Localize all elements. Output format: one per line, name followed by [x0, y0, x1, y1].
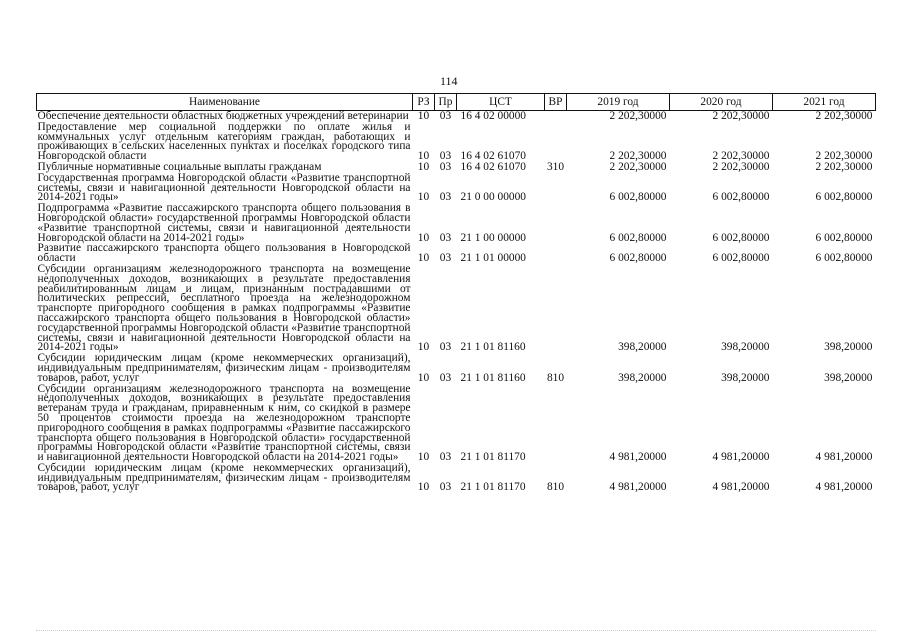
row-cst: 21 1 01 00000	[460, 252, 526, 265]
row-rz: 10	[417, 371, 430, 384]
table-row	[37, 173, 876, 203]
row-pr: 03	[439, 110, 452, 122]
row-vr: 810	[546, 371, 565, 384]
row-name: Публичные нормативные социальные выплаты гражданам	[37, 160, 322, 173]
row-pr: 03	[439, 371, 452, 384]
row-rz: 10	[417, 150, 430, 163]
row-value-2020: 6 002,80000	[712, 191, 770, 204]
row-value-2020: 398,20000	[721, 371, 770, 384]
row-pr: 03	[439, 231, 452, 244]
row-vr: 310	[546, 160, 565, 173]
row-value-2019: 2 202,30000	[609, 150, 667, 163]
row-value-2021: 2 202,30000	[815, 110, 873, 122]
row-rz: 10	[417, 231, 430, 244]
row-vr	[545, 384, 567, 463]
budget-table	[36, 93, 876, 493]
row-vr	[545, 264, 567, 353]
row-name: Государственная программа Новгородской области «Развитие транспортной системы, связи и навигационной деятельности Новгородской области на 2014-2021 годы»	[37, 171, 411, 204]
row-value-2021: 2 202,30000	[815, 150, 873, 163]
header-rz: РЗ	[413, 94, 435, 111]
row-rz: 10	[417, 160, 430, 173]
header-2019: 2019 год	[567, 94, 670, 111]
row-pr: 03	[439, 191, 452, 204]
row-cst: 16 4 02 61070	[460, 160, 526, 173]
row-value-2020: 2 202,30000	[712, 150, 770, 163]
row-pr: 03	[439, 160, 452, 173]
row-value-2020: 6 002,80000	[712, 252, 770, 265]
row-name: Предоставление мер социальной поддержки по оплате жилья и коммунальных услуг отдельным категориям граждан, работающих и проживающих в сельских населенных пунктах и поселках городского типа Новгородской области	[37, 120, 411, 163]
row-pr: 03	[439, 481, 452, 494]
row-cst: 21 1 01 81170	[460, 451, 526, 464]
table-header-row	[37, 94, 876, 111]
header-cst: ЦСТ	[457, 94, 545, 111]
row-vr: 810	[546, 481, 565, 494]
row-value-2020: 4 981,20000	[712, 451, 770, 464]
scan-artifact-line	[36, 630, 876, 632]
row-value-2019: 6 002,80000	[609, 191, 667, 204]
row-name: Субсидии юридическим лицам (кроме некоммерческих организаций), индивидуальным предпринимателям, физическим лицам - производителям товаров, работ, услуг	[37, 461, 411, 494]
row-name: Субсидии организациям железнодорожного транспорта на возмещение недополученных доходов, возникающих в результате предоставления ветеранам труда и гражданам, приравненным к ним, со скидкой в размере 50 процентов стоимости проезда на железнодорожном транспорте пригородного сообщения в рамках подпрограммы «Развитие пассажирского транспорта общего пользования в Новгородской области» государственной программы Новгородской области «Развитие транспортной системы, связи и навигационной деятельности Новгородской области на 2014-2021 годы»	[37, 382, 411, 464]
row-value-2021: 6 002,80000	[815, 231, 873, 244]
table-row	[37, 463, 876, 493]
row-value-2019: 2 202,30000	[609, 160, 667, 173]
row-value-2021: 6 002,80000	[815, 191, 873, 204]
table-row	[37, 353, 876, 383]
row-cst: 16 4 02 61070	[460, 150, 526, 163]
row-pr: 03	[439, 341, 452, 354]
row-pr: 03	[439, 252, 452, 265]
row-cst: 16 4 02 00000	[460, 110, 526, 122]
row-cst: 21 1 01 81170	[460, 481, 526, 494]
row-value-2019: 4 981,20000	[609, 481, 667, 494]
row-cst: 21 1 01 81160	[460, 371, 526, 384]
row-value-2019: 6 002,80000	[609, 231, 667, 244]
row-name: Развитие пассажирского транспорта общего пользования в Новгородской области	[37, 242, 411, 265]
table-row	[37, 384, 876, 463]
row-value-2019: 4 981,20000	[609, 451, 667, 464]
row-value-2019: 6 002,80000	[609, 252, 667, 265]
row-name: Субсидии организациям железнодорожного транспорта на возмещение недополученных доходов, возникающих в результате предоставления реабилитированным лицам и лицам, признанным пострадавшими от политических репрессий, бесплатного проезда на железнодорожном транспорте пригородного сообщения в рамках подпрограммы «Развитие пассажирского транспорта общего пользования в Новгородской области» государственной программы Новгородской области «Развитие транспортной системы, связи и навигационной деятельности Новгородской области на 2014-2021 годы»	[37, 262, 411, 354]
row-value-2021: 398,20000	[824, 371, 873, 384]
row-value-2020: 2 202,30000	[712, 160, 770, 173]
row-name: Обеспечение деятельности областных бюджетных учреждений ветеринарии	[37, 110, 409, 122]
row-value-2021: 4 981,20000	[815, 451, 873, 464]
header-pr: Пр	[435, 94, 457, 111]
row-rz: 10	[417, 110, 430, 122]
table-row	[37, 203, 876, 243]
table-row	[37, 243, 876, 264]
row-vr	[545, 203, 567, 243]
row-value-2020: 398,20000	[721, 341, 770, 354]
row-rz: 10	[417, 481, 430, 494]
row-vr	[545, 122, 567, 162]
row-rz: 10	[417, 252, 430, 265]
row-value-2020: 2 202,30000	[712, 110, 770, 122]
row-value-2020: 4 981,20000	[712, 481, 770, 494]
row-cst: 21 1 00 00000	[460, 231, 526, 244]
row-rz: 10	[417, 451, 430, 464]
row-value-2021: 398,20000	[824, 341, 873, 354]
row-value-2021: 2 202,30000	[815, 160, 873, 173]
header-2020: 2020 год	[670, 94, 773, 111]
row-vr	[545, 111, 567, 122]
header-2021: 2021 год	[773, 94, 876, 111]
row-name: Субсидии юридическим лицам (кроме некоммерческих организаций), индивидуальным предпринимателям, физическим лицам - производителям товаров, работ, услуг	[37, 352, 411, 384]
row-value-2021: 6 002,80000	[815, 252, 873, 265]
row-rz: 10	[417, 341, 430, 354]
row-value-2019: 398,20000	[618, 371, 667, 384]
row-value-2019: 2 202,30000	[609, 110, 667, 122]
row-vr	[545, 173, 567, 203]
row-value-2020: 6 002,80000	[712, 231, 770, 244]
table-row	[37, 264, 876, 353]
table-row	[37, 122, 876, 162]
row-value-2019: 398,20000	[618, 341, 667, 354]
row-pr: 03	[439, 451, 452, 464]
row-cst: 21 1 01 81160	[460, 341, 526, 354]
row-rz: 10	[417, 191, 430, 204]
row-vr	[545, 243, 567, 264]
row-cst: 21 0 00 00000	[460, 191, 526, 204]
row-value-2021: 4 981,20000	[815, 481, 873, 494]
header-name: Наименование	[37, 94, 413, 111]
header-vr: ВР	[545, 94, 567, 111]
page-number: 114	[440, 74, 458, 88]
row-name: Подпрограмма «Развитие пассажирского транспорта общего пользования в Новгородской области» государственной программы Новгородской области «Развитие транспортной системы, связи и навигационной деятельности Новгородской области на 2014-2021 годы»	[37, 202, 411, 244]
row-pr: 03	[439, 150, 452, 163]
table-body	[37, 111, 876, 494]
